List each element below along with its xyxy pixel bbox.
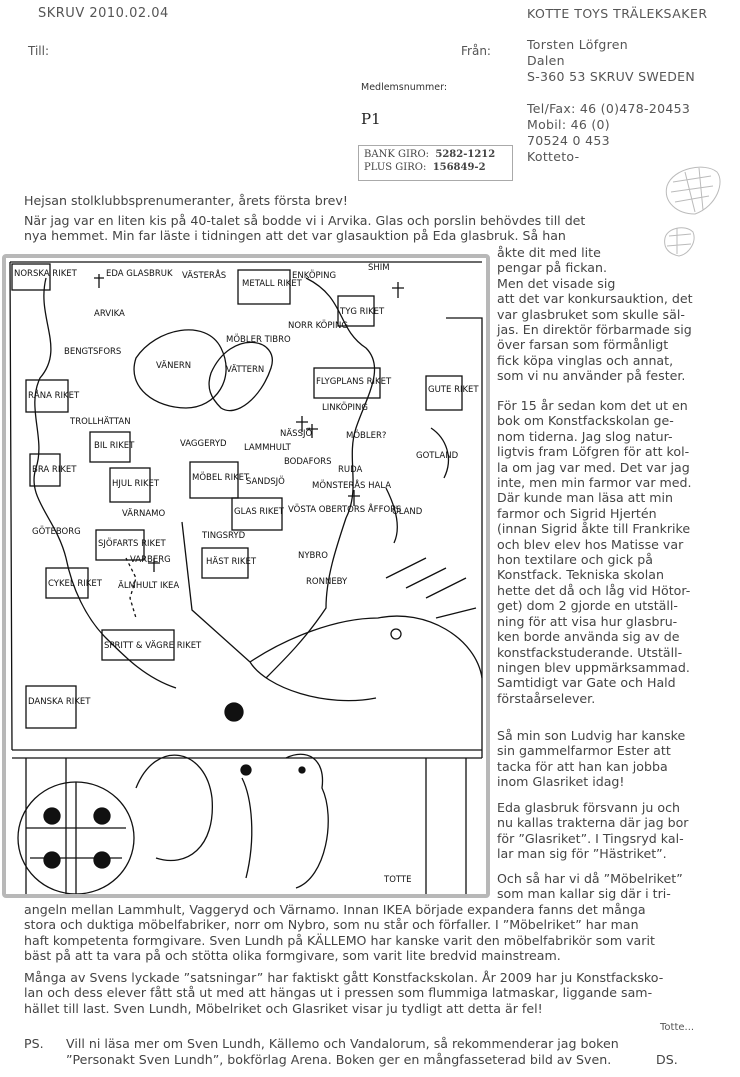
- label-bengtsfors: BENGTSFORS: [64, 347, 122, 357]
- text-line: ning för att visa hur glasbru-: [497, 613, 678, 629]
- paragraph-5-column: [497, 871, 727, 902]
- label-hast-riket: HÄST RIKET: [206, 557, 257, 567]
- text-line: som man kallar sig där i tri-: [497, 886, 671, 902]
- sender-line: Tel/Fax: 46 (0)478-20453: [527, 101, 691, 116]
- from-label: Från:: [461, 44, 491, 58]
- ds-label: DS.: [656, 1052, 678, 1067]
- label-vaggeryd: VAGGERYD: [180, 439, 227, 449]
- text-line: inte, men min farmor var med.: [497, 475, 692, 491]
- label-almhult-ikea: ÄLMHULT IKEA: [118, 581, 180, 591]
- label-varberg: VARBERG: [130, 555, 171, 565]
- sender-line: Kotteto-: [527, 149, 580, 164]
- text-line: lar man sig för ”Hästriket”.: [497, 846, 667, 862]
- text-line: nya hemmet. Min far läste i tidningen att det var glasauktion på Eda glasbruk. Så han: [24, 228, 566, 244]
- label-bodafors: BODAFORS: [284, 457, 332, 467]
- text-line: För 15 år sedan kom det ut en: [497, 398, 688, 413]
- text-line: haft kompetenta formgivare. Sven Lundh på KÄLLEMO har kanske varit den möbelfabrikör som varit: [24, 932, 655, 948]
- plus-giro-label: PLUS GIRO:: [364, 162, 427, 173]
- text-line: pengar på fickan.: [497, 260, 607, 276]
- plus-giro-value: 156849-2: [432, 162, 486, 173]
- text-line: för ”Glasriket”. I Tingsryd kal-: [497, 830, 684, 846]
- text-line: inom Glasriket idag!: [497, 774, 625, 790]
- text-line: bäst på att ta vara på och stötta olika formgivare, som varit lite bredvid mainstream.: [24, 948, 561, 964]
- bank-giro-label: BANK GIRO:: [364, 149, 430, 160]
- text-line: konstfackstuderande. Utställ-: [497, 644, 683, 660]
- paragraph-1-column: [497, 245, 727, 384]
- label-norska-riket: NORSKA RIKET: [14, 269, 77, 279]
- text-line: farmor och Sigrid Hjertén: [497, 505, 657, 521]
- label-ronneby: RONNEBY: [306, 577, 348, 587]
- text-line: förstaårselever.: [497, 690, 596, 706]
- label-gotland: GOTLAND: [416, 451, 459, 461]
- text-line: hette det då och låg vid Hötor-: [497, 582, 691, 598]
- text-line: Konstfack. Tekniska skolan: [497, 567, 664, 583]
- member-label: Medlemsnummer:: [361, 82, 448, 93]
- text-line: sin gammelfarmor Ester att: [497, 743, 671, 759]
- text-line: Så min son Ludvig har kanske: [497, 728, 686, 743]
- text-line: lan och dess elever fått stå ut med att hängas ut i pressen som flummiga latmaskar, liggande sam-: [24, 985, 653, 1001]
- label-enkoping: ENKÖPING: [292, 271, 337, 281]
- label-vanern: VÄNERN: [156, 361, 192, 371]
- text-line: över farsan som förmånligt: [497, 337, 669, 353]
- label-rana-riket: RÅNA RIKET: [28, 391, 80, 401]
- paragraph-2-column: [497, 398, 727, 706]
- label-cykel-riket: CYKEL RIKET: [48, 579, 102, 589]
- text-line: jas. En direktör förbarmade sig: [497, 322, 692, 338]
- sender-line: Mobil: 46 (0): [527, 117, 610, 132]
- text-line: Och så har vi då ”Möbelriket”: [497, 871, 683, 886]
- text-line: nu kallas trakterna där jag bor: [497, 815, 689, 831]
- paragraph-5-full: [24, 902, 736, 964]
- sender-line: S-360 53 SKRUV SWEDEN: [527, 69, 696, 84]
- ps-label: PS.: [24, 1036, 44, 1051]
- text-line: la om jag var med. Det var jag: [497, 459, 690, 475]
- label-trollhattan: TROLLHÄTTAN: [70, 417, 131, 427]
- label-flygplans-riket: FLYGPLANS RIKET: [316, 377, 392, 387]
- text-line: get) dom 2 gjorde en utställ-: [497, 598, 678, 614]
- text-line: När jag var en liten kis på 40-talet så bodde vi i Arvika. Glas och porslin behövdes till det: [24, 213, 586, 228]
- label-varnamo: VÄRNAMO: [122, 509, 166, 519]
- label-spritt-riket: SPRITT & VÄGRE RIKET: [104, 641, 202, 651]
- text-line: hället till last. Sven Lundh, Möbelriket och Glasriket visar ju tydligt att detta är fel!: [24, 1000, 543, 1016]
- label-mobler-question: MÖBLER?: [346, 431, 387, 441]
- label-lammhult: LAMMHULT: [244, 443, 291, 453]
- company-name: KOTTE TOYS TRÄLEKSAKER: [527, 6, 708, 21]
- text-line: stora och duktiga möbelfabriker, norr om Nybro, som nu står och förfaller. I ”Möbelriket” har man: [24, 917, 639, 933]
- label-vattern: VÄTTERN: [226, 365, 265, 375]
- text-line: var glasbruket som skulle säl-: [497, 306, 685, 322]
- label-bra-riket: BRA RIKET: [32, 465, 77, 475]
- sender-address: [527, 37, 727, 165]
- text-line: Många av Svens lyckade ”satsningar” har faktiskt gått Konstfackskolan. År 2009 har ju Konstfacksko-: [24, 970, 664, 985]
- label-mobel-riket: MÖBEL RIKET: [192, 473, 250, 483]
- sender-line: 70524 0 453: [527, 133, 610, 148]
- text-line: fick köpa vinglas och annat,: [497, 352, 674, 368]
- sender-spacer: [527, 85, 727, 101]
- label-hjul-riket: HJUL RIKET: [112, 479, 160, 489]
- text-line: nom tiderna. Jag slog natur-: [497, 428, 673, 444]
- paragraph-6-full: [24, 970, 736, 1016]
- text-line: Samtidigt var Gate och Hald: [497, 675, 676, 691]
- to-label: Till:: [28, 44, 50, 58]
- text-line: ken borde använda sig av de: [497, 629, 680, 645]
- label-artist-signature: TOTTE: [384, 875, 412, 885]
- text-line: ligtvis fram Löfgren för att kol-: [497, 444, 690, 460]
- text-line: Men det visade sig: [497, 275, 616, 291]
- text-line: Eda glasbruk försvann ju och: [497, 800, 681, 815]
- label-eda-glasbruk: EDA GLASBRUK: [106, 269, 173, 279]
- label-gute-riket: GUTE RIKET: [428, 385, 479, 395]
- label-ruda: RUDA: [338, 465, 363, 475]
- label-tyg-riket: TYG RIKET: [340, 307, 385, 317]
- label-mobler-tibro: MÖBLER TIBRO: [226, 335, 291, 345]
- sender-line: Torsten Löfgren: [527, 37, 629, 52]
- label-metall-riket: METALL RIKET: [242, 279, 302, 289]
- label-nassjo: NÄSSJÖ: [280, 429, 313, 439]
- text-line: Där kunde man läsa att min: [497, 490, 674, 506]
- label-vasteras: VÄSTERÅS: [182, 271, 227, 281]
- text-line: hon textilare och gick på: [497, 552, 653, 568]
- text-line: som vi nu använder på fester.: [497, 368, 686, 384]
- label-skim: SHIM: [368, 263, 390, 273]
- label-linkoping: LINKÖPING: [322, 403, 368, 413]
- place-date: SKRUV 2010.02.04: [38, 6, 169, 21]
- label-monsteras-hala: MÖNSTERÅS HALA: [312, 481, 392, 491]
- sender-line: Dalen: [527, 53, 565, 68]
- label-goteborg: GÖTEBORG: [32, 527, 81, 537]
- signature: Totte...: [660, 1022, 695, 1033]
- paragraph-4-column: [497, 800, 727, 862]
- paragraph-3-column: [497, 728, 727, 790]
- label-glas-riket: GLAS RIKET: [234, 507, 284, 517]
- label-sjofarts-riket: SJÖFARTS RIKET: [98, 539, 166, 549]
- label-oland: ÖLAND: [392, 507, 423, 517]
- text-line: bok om Konstfackskolan ge-: [497, 413, 674, 429]
- ps-line-1: Vill ni läsa mer om Sven Lundh, Källemo och Vandalorum, så rekommenderar jag boken: [66, 1036, 619, 1051]
- text-line: angeln mellan Lammhult, Vaggeryd och Värnamo. Innan IKEA började expandera fanns det många: [24, 902, 646, 917]
- label-danska-riket: DANSKA RIKET: [28, 697, 91, 707]
- ps-line-2: ”Personakt Sven Lundh”, bokförlag Arena. Boken ger en mångfasseterad bild av Sven.: [66, 1052, 612, 1067]
- text-line: tacka för att han kan jobba: [497, 758, 668, 774]
- text-line: och blev elev hos Matisse var: [497, 536, 684, 552]
- text-line: åkte dit med lite: [497, 245, 601, 260]
- map-illustration: [6, 258, 486, 894]
- paragraph-1-full: [24, 213, 724, 244]
- label-arvika: ARVIKA: [94, 309, 125, 319]
- label-tingsryd: TINGSRYD: [202, 531, 246, 541]
- label-sandsjo: SANDSJÖ: [246, 477, 285, 487]
- label-nybro: NYBRO: [298, 551, 328, 561]
- label-vosta-obertors: VÖSTA OBERTORS ÅFFORS: [288, 505, 402, 515]
- label-bil-riket: BIL RIKET: [94, 441, 135, 451]
- label-norrkoping: NORR KÖPING: [288, 321, 348, 331]
- letter-greeting: Hejsan stolklubbsprenumeranter, årets första brev!: [24, 193, 348, 208]
- member-number: P1: [361, 110, 381, 128]
- giro-box: [358, 145, 513, 181]
- illustration-frame: [2, 254, 490, 898]
- text-line: (innan Sigrid åkte till Frankrike: [497, 521, 691, 537]
- bank-giro-value: 5282-1212: [435, 149, 496, 160]
- text-line: att det var konkursauktion, det: [497, 291, 693, 307]
- text-line: ningen blev uppmärksammad.: [497, 659, 690, 675]
